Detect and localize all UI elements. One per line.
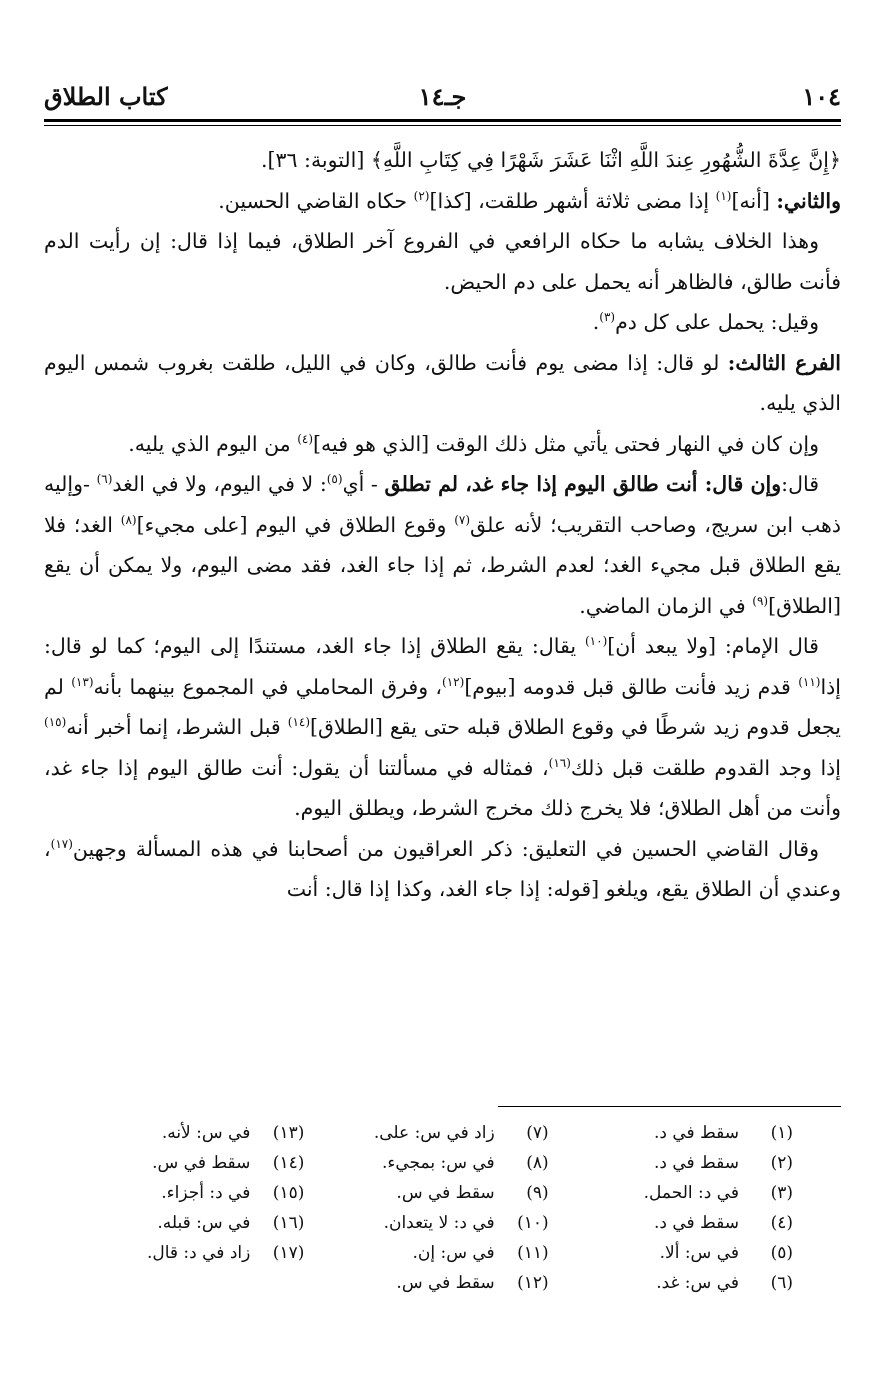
- text-run: من اليوم الذي يليه.: [128, 431, 298, 456]
- main-text: [44, 140, 841, 910]
- footnote-item: [549, 1148, 793, 1178]
- footnote-ref[interactable]: (١٣): [71, 674, 94, 689]
- footnote-number: (١٠): [517, 1213, 549, 1233]
- footnote-ref[interactable]: (٤): [297, 431, 314, 446]
- footnote-text: سقط في د.: [653, 1123, 739, 1143]
- text-run: في الزمان الماضي.: [579, 593, 753, 618]
- text-run: وقال القاضي الحسين في التعليق: ذكر العراقيون من أصحابنا في هذه المسألة وجهين: [72, 836, 819, 861]
- footnote-number: (١): [770, 1123, 793, 1143]
- footnote-item: [549, 1238, 793, 1268]
- footnote-separator: [498, 1106, 841, 1107]
- footnote-item: [60, 1178, 304, 1208]
- footnote-text: في س: بمجيء.: [381, 1153, 495, 1173]
- footnote-item: [549, 1208, 793, 1238]
- footnote-ref[interactable]: (١٥): [44, 715, 67, 730]
- text-run: يقال: يقع الطلاق إذا جاء الغد، مستندًا إلى اليوم؛ كما لو قال: إذا: [44, 634, 841, 699]
- footnote-ref[interactable]: (١٦): [548, 755, 571, 770]
- paragraph-imam: [44, 626, 841, 829]
- text-run: ، وفرق المحاملي في المجموع بينهما بأنه: [93, 674, 443, 699]
- footnote-number: (٥): [770, 1243, 793, 1263]
- footnote-number: (١٧): [272, 1243, 305, 1263]
- text-run: - أي: [342, 472, 385, 496]
- footnote-item: [304, 1178, 548, 1208]
- text-run: الغد؛ فلا يقع الطلاق قبل مجيء الغد؛ لعدم الشرط، ثم إذا جاء الغد، فقد مضى اليوم، ولا يمكن أن يقع [الطلاق]: [44, 512, 841, 618]
- footnote-number: (٧): [526, 1123, 549, 1143]
- footnote-item: [304, 1208, 548, 1238]
- footnote-text: سقط في س.: [396, 1273, 495, 1293]
- text-run: وإن كان في النهار فحتى يأتي مثل ذلك الوقت [الذي هو فيه]: [313, 431, 819, 456]
- page-number: ١٠٤: [802, 82, 841, 111]
- footnotes: [60, 1118, 793, 1298]
- footnote-text: زاد في س: على.: [373, 1123, 495, 1143]
- paragraph-lead: والثاني:: [776, 188, 841, 213]
- footnote-number: (٤): [770, 1213, 793, 1233]
- footnote-text: في س: لأنه.: [161, 1123, 251, 1143]
- running-header: [44, 82, 841, 112]
- footnote-ref[interactable]: (٩): [752, 593, 769, 608]
- text-run: [أنه]: [731, 188, 777, 213]
- volume-label: جـ١٤: [418, 82, 467, 111]
- footnote-text: سقط في د.: [653, 1213, 739, 1233]
- text-run: وقوع الطلاق في اليوم [على مجيء]: [136, 512, 455, 537]
- paragraph-any-blood: [44, 302, 841, 343]
- footnote-item: [60, 1118, 304, 1148]
- paragraph-lead: الفرع الثالث:: [727, 350, 841, 375]
- footnote-ref[interactable]: (٥): [326, 472, 343, 487]
- footnote-number: (٢): [770, 1153, 793, 1173]
- paragraph-third-branch: [44, 343, 841, 424]
- footnote-number: (١٦): [272, 1213, 305, 1233]
- footnote-text: في س: ألا.: [659, 1243, 739, 1263]
- footnote-text: زاد في د: قال.: [146, 1243, 251, 1263]
- text-run: قال:: [781, 472, 820, 496]
- footnote-ref[interactable]: (١٢): [442, 674, 465, 689]
- footnote-text: سقط في س.: [152, 1153, 251, 1173]
- paragraph-qadi-husayn: [44, 829, 841, 910]
- footnote-number: (٣): [770, 1183, 793, 1203]
- footnote-number: (٨): [526, 1153, 549, 1173]
- footnote-column-2: [304, 1118, 548, 1298]
- footnote-ref[interactable]: (٨): [120, 512, 137, 527]
- footnote-item: [60, 1238, 304, 1268]
- book-title: كتاب الطلاق: [44, 82, 168, 111]
- text-run: : لا في اليوم، ولا في الغد: [112, 472, 327, 496]
- quran-verse: ﴿إِنَّ عِدَّةَ الشُّهُورِ عِندَ اللَّهِ اثْنَا عَشَرَ شَهْرًا فِي كِتَابِ اللَّهِ﴾ [التوبة: ٣٦].: [260, 148, 841, 172]
- footnote-number: (٦): [770, 1273, 793, 1293]
- text-run: حكاه القاضي الحسين.: [218, 188, 414, 213]
- header-rule-thin: [44, 125, 841, 126]
- footnote-ref[interactable]: (١٤): [287, 715, 311, 730]
- paragraph-rafii: وهذا الخلاف يشابه ما حكاه الرافعي في الفروع آخر الطلاق، فيما إذا قال: إن رأيت الدم فأنت طالق، فالظاهر أنه يحمل على دم الحيض.: [44, 229, 841, 294]
- footnote-number: (١٥): [272, 1183, 305, 1203]
- footnote-text: في س: إن.: [412, 1243, 495, 1263]
- footnote-number: (١٢): [517, 1273, 549, 1293]
- footnote-number: (١٣): [272, 1123, 305, 1143]
- text-run: .: [592, 310, 600, 334]
- text-run: وقيل: يحمل على كل دم: [615, 310, 819, 334]
- text-run: إذا مضى ثلاثة أشهر طلقت، [كذا]: [429, 188, 716, 213]
- footnote-column-1: [549, 1118, 793, 1298]
- text-run: لو قال: إذا مضى يوم فأنت طالق، وكان في الليل، طلقت بغروب شمس اليوم الذي يليه.: [44, 350, 841, 415]
- paragraph-daytime: [44, 424, 841, 465]
- footnote-ref[interactable]: (١٧): [50, 836, 73, 851]
- footnote-ref[interactable]: (٢): [413, 188, 430, 203]
- text-run: إذا وجد القدوم طلقت قبل ذلك: [570, 755, 841, 780]
- footnote-item: [304, 1148, 548, 1178]
- footnote-text: في س: غد.: [656, 1273, 739, 1293]
- footnote-text: سقط في س.: [396, 1183, 495, 1203]
- text-run: قال الإمام: [ولا يبعد أن]: [607, 634, 819, 658]
- footnote-ref[interactable]: (١): [715, 188, 732, 203]
- footnote-ref[interactable]: (١٠): [584, 634, 608, 649]
- footnote-text: في د: الحمل.: [643, 1183, 739, 1203]
- footnote-ref[interactable]: (٧): [454, 512, 471, 527]
- paragraph-second-opinion: [44, 181, 841, 222]
- footnote-column-3: [60, 1118, 304, 1298]
- footnote-number: (١١): [517, 1243, 549, 1263]
- footnote-ref[interactable]: (٦): [96, 472, 113, 487]
- footnote-item: [60, 1208, 304, 1238]
- footnote-item: [304, 1238, 548, 1268]
- text-run: قدم زيد فأنت طالق قبل قدومه [بيوم]: [464, 674, 799, 699]
- footnote-item: [304, 1268, 548, 1298]
- footnote-item: [549, 1268, 793, 1298]
- footnote-text: في س: قبله.: [157, 1213, 251, 1233]
- footnote-ref[interactable]: (١١): [798, 674, 821, 689]
- text-run: ، وعندي أن الطلاق يقع، ويلغو [قوله: إذا جاء الغد، وكذا إذا قال: أنت: [44, 836, 841, 901]
- footnote-item: [60, 1148, 304, 1178]
- footnote-number: (٩): [526, 1183, 549, 1203]
- text-run: -وإليه ذهب ابن سريج، وصاحب التقريب؛ لأنه علق: [44, 472, 841, 537]
- footnote-text: في د: لا يتعدان.: [383, 1213, 495, 1233]
- header-rule-thick: [44, 119, 841, 122]
- matn-text: وإن قال: أنت طالق اليوم إذا جاء غد، لم تطلق: [384, 472, 782, 496]
- footnote-item: [549, 1118, 793, 1148]
- footnote-item: [549, 1178, 793, 1208]
- footnote-ref[interactable]: (٣): [599, 310, 616, 325]
- text-run: قبل الشرط، إنما أخبر أنه: [66, 715, 288, 739]
- footnote-text: سقط في د.: [653, 1153, 739, 1173]
- footnote-item: [304, 1118, 548, 1148]
- text-run: ، فمثاله في مسألتنا أن يقول: أنت طالق اليوم إذا جاء غد، وأنت من أهل الطلاق؛ فلا يخرج ذلك مخرج الشرط، ويطلق اليوم.: [44, 755, 841, 820]
- paragraph-today-tomorrow: [44, 464, 841, 626]
- footnote-number: (١٤): [272, 1153, 305, 1173]
- text-run: لم يجعل قدوم زيد شرطًا في وقوع الطلاق قبله حتى يقع [الطلاق]: [44, 674, 841, 739]
- footnote-text: في د: أجزاء.: [161, 1183, 251, 1203]
